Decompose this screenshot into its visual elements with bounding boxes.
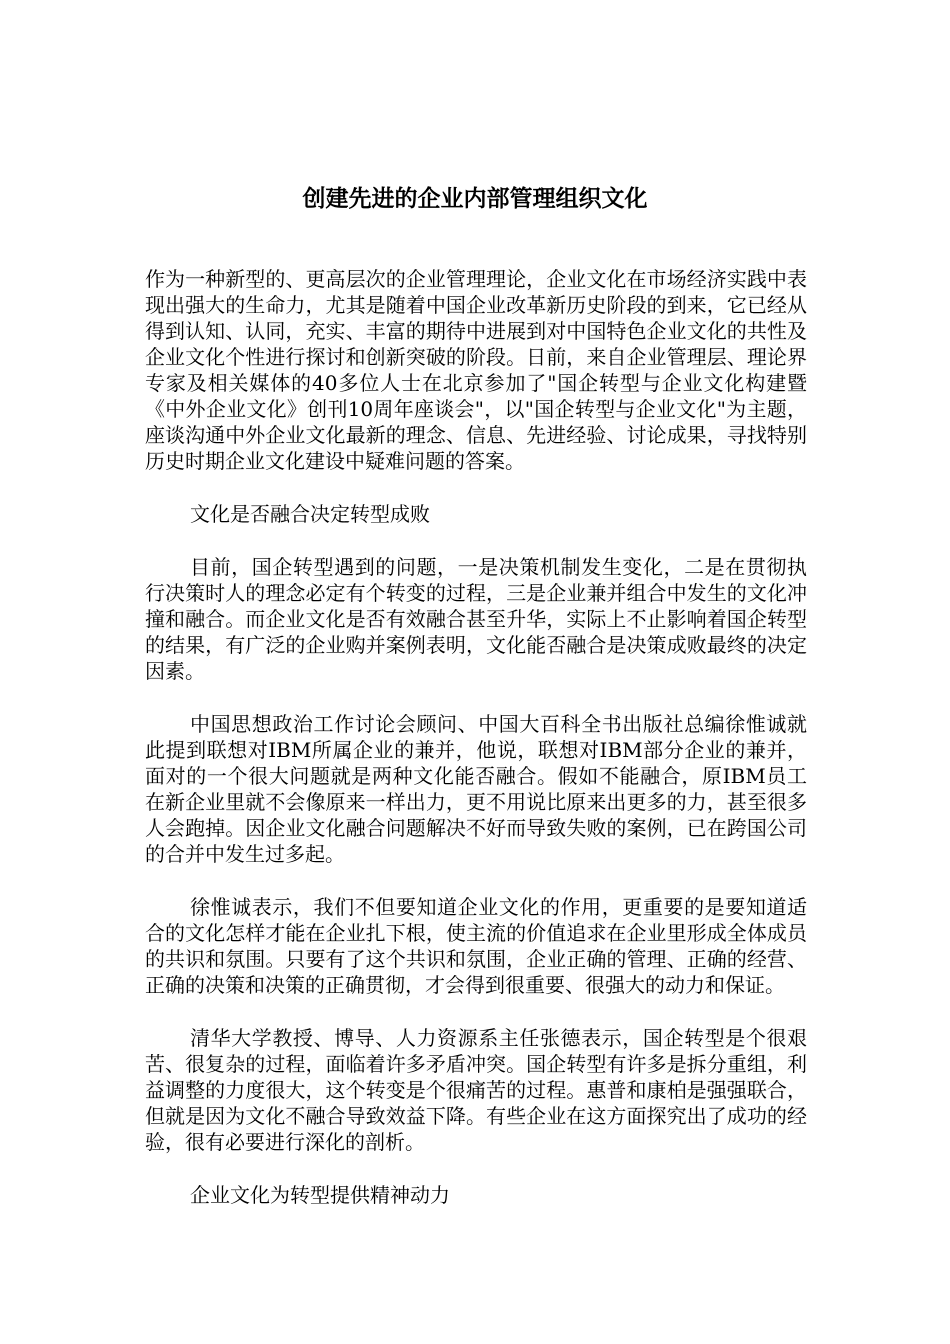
document-body xyxy=(145,266,807,1235)
section-heading-spiritual-power: 企业文化为转型提供精神动力 xyxy=(190,1183,450,1207)
section-heading-culture-fusion: 文化是否融合决定转型成败 xyxy=(190,502,430,526)
paragraph-lenovo-ibm: 中国思想政治工作讨论会顾问、中国大百科全书出版社总编徐惟诚就此提到联想对IBM所属企业的兼并，他说，联想对IBM部分企业的兼并，面对的一个很大问题就是两种文化能否融合。假如不能融合，原IBM员工在新企业里就不会像原来一样出力，更不用说比原来出更多的力，甚至很多人会跑掉。因企业文化融合问题解决不好而导致失败的案例，已在跨国公司的合并中发生过多起。 xyxy=(145,712,807,866)
paragraph-transition-problems: 目前，国企转型遇到的问题，一是决策机制发生变化，二是在贯彻执行决策时人的理念必定有个转变的过程，三是企业兼并组合中发生的文化冲撞和融合。而企业文化是否有效融合甚至升华，实际上不止影响着国企转型的结果，有广泛的企业购并案例表明，文化能否融合是决策成败最终的决定因素。 xyxy=(145,555,807,683)
paragraph-tsinghua-zhangde: 清华大学教授、博导、人力资源系主任张德表示，国企转型是个很艰苦、很复杂的过程，面临着许多矛盾冲突。国企转型有许多是拆分重组，利益调整的力度很大，这个转变是个很痛苦的过程。惠普和康柏是强强联合，但就是因为文化不融合导致效益下降。有些企业在这方面探究出了成功的经验，很有必要进行深化的剖析。 xyxy=(145,1026,807,1154)
paragraph-culture-roots: 徐惟诚表示，我们不但要知道企业文化的作用，更重要的是要知道适合的文化怎样才能在企业扎下根，使主流的价值追求在企业里形成全体成员的共识和氛围。只要有了这个共识和氛围，企业正确的管理、正确的经营、正确的决策和决策的正确贯彻，才会得到很重要、很强大的动力和保证。 xyxy=(145,895,807,997)
paragraph-intro: 作为一种新型的、更高层次的企业管理理论，企业文化在市场经济实践中表现出强大的生命力，尤其是随着中国企业改革新历史阶段的到来，它已经从得到认知、认同，充实、丰富的期待中进展到对中国特色企业文化的共性及企业文化个性进行探讨和创新突破的阶段。日前，来自企业管理层、理论界专家及相关媒体的40多位人士在北京参加了"国企转型与企业文化构建暨《中外企业文化》创刊10周年座谈会"，以"国企转型与企业文化"为主题，座谈沟通中外企业文化最新的理念、信息、先进经验、讨论成果，寻找特别历史时期企业文化建设中疑难问题的答案。 xyxy=(145,267,807,473)
document-title: 创建先进的企业内部管理组织文化 xyxy=(302,186,648,212)
